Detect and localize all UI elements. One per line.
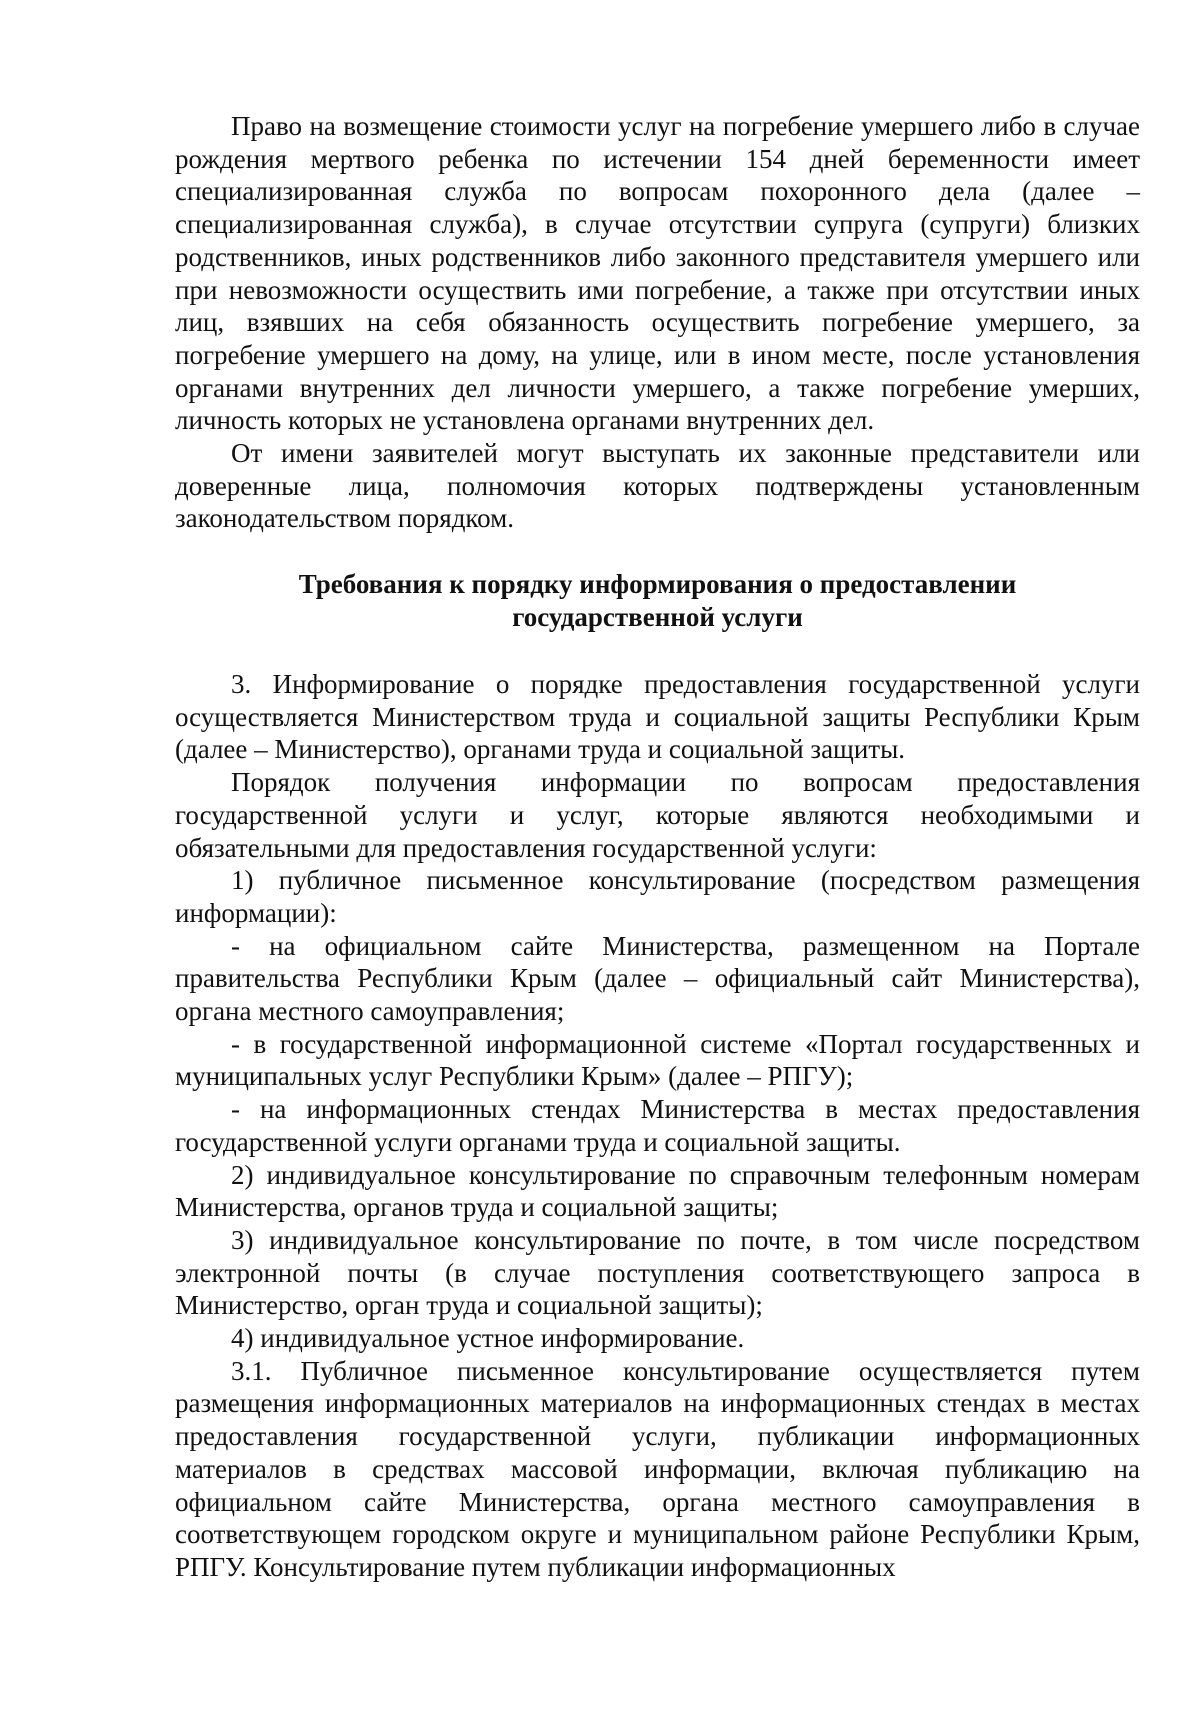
section-heading-line-1: Требования к порядку информирования о предоставлении [298, 569, 1017, 599]
paragraph-burial-compensation: Право на возмещение стоимости услуг на погребение умершего либо в случае рождения мертвого ребенка по истечении 154 дней беременности имеет специализированная служба по вопросам похоронного дела (далее – специализированная служба), в случае отсутствии супруга (супруги) близких родственников, иных родственников либо законного представителя умершего или при невозможности осуществить ими погребение, а также при отсутствии иных лиц, взявших на себя обязанность осуществить погребение умершего, за погребение умершего на дому, на улице, или в ином месте, после установления органами внутренних дел личности умершего, а также погребение умерших, личность которых не установлена органами внутренних дел. [175, 111, 1140, 436]
paragraph-3: 3. Информирование о порядке предоставления государственной услуги осуществляется Министерством труда и социальной защиты Республики Крым (далее – Министерство), органами труда и социальной защиты. [175, 669, 1140, 765]
intro-section [175, 110, 1140, 535]
list-item-2: 2) индивидуальное консультирование по справочным телефонным номерам Министерства, органов труда и социальной защиты; [175, 1159, 1140, 1223]
information-section [175, 668, 1140, 1584]
list-subitem-official-site: - на официальном сайте Министерства, размещенном на Портале правительства Республики Крым (далее – официальный сайт Министерства), органа местного самоуправления; [175, 930, 1140, 1027]
section-heading-line-2: государственной услуги [512, 601, 803, 632]
paragraph-representatives: От имени заявителей могут выступать их законные представители или доверенные лица, полномочия которых подтверждены установленным законодательством порядком. [175, 438, 1140, 534]
list-subitem-stands: - на информационных стендах Министерства в местах предоставления государственной услуги органами труда и социальной защиты. [175, 1094, 1140, 1157]
list-subitem-rpgu: - в государственной информационной системе «Портал государственных и муниципальных услуг Республики Крым» (далее – РПГУ); [175, 1028, 1140, 1092]
list-item-3: 3) индивидуальное консультирование по почте, в том числе посредством электронной почты (в случае поступления соответствующего запроса в Министерство, орган труда и социальной защиты); [175, 1224, 1140, 1321]
paragraph-info-order: Порядок получения информации по вопросам предоставления государственной услуги и услуг, которые являются необходимыми и обязательными для предоставления государственной услуги: [175, 767, 1140, 863]
section-heading [175, 568, 1140, 633]
paragraph-3-1: 3.1. Публичное письменное консультирование осуществляется путем размещения информационных материалов на информационных стендах в местах предоставления государственной услуги, публикации информационных материалов в средствах массовой информации, включая публикацию на официальном сайте Министерства, органа местного самоуправления в соответствующем городском округе и муниципальном районе Республики Крым, РПГУ. Консультирование путем публикации информационных [175, 1355, 1140, 1582]
list-item-1: 1) публичное письменное консультирование (посредством размещения информации): [175, 865, 1140, 928]
list-item-4: 4) индивидуальное устное информирование. [231, 1323, 745, 1354]
